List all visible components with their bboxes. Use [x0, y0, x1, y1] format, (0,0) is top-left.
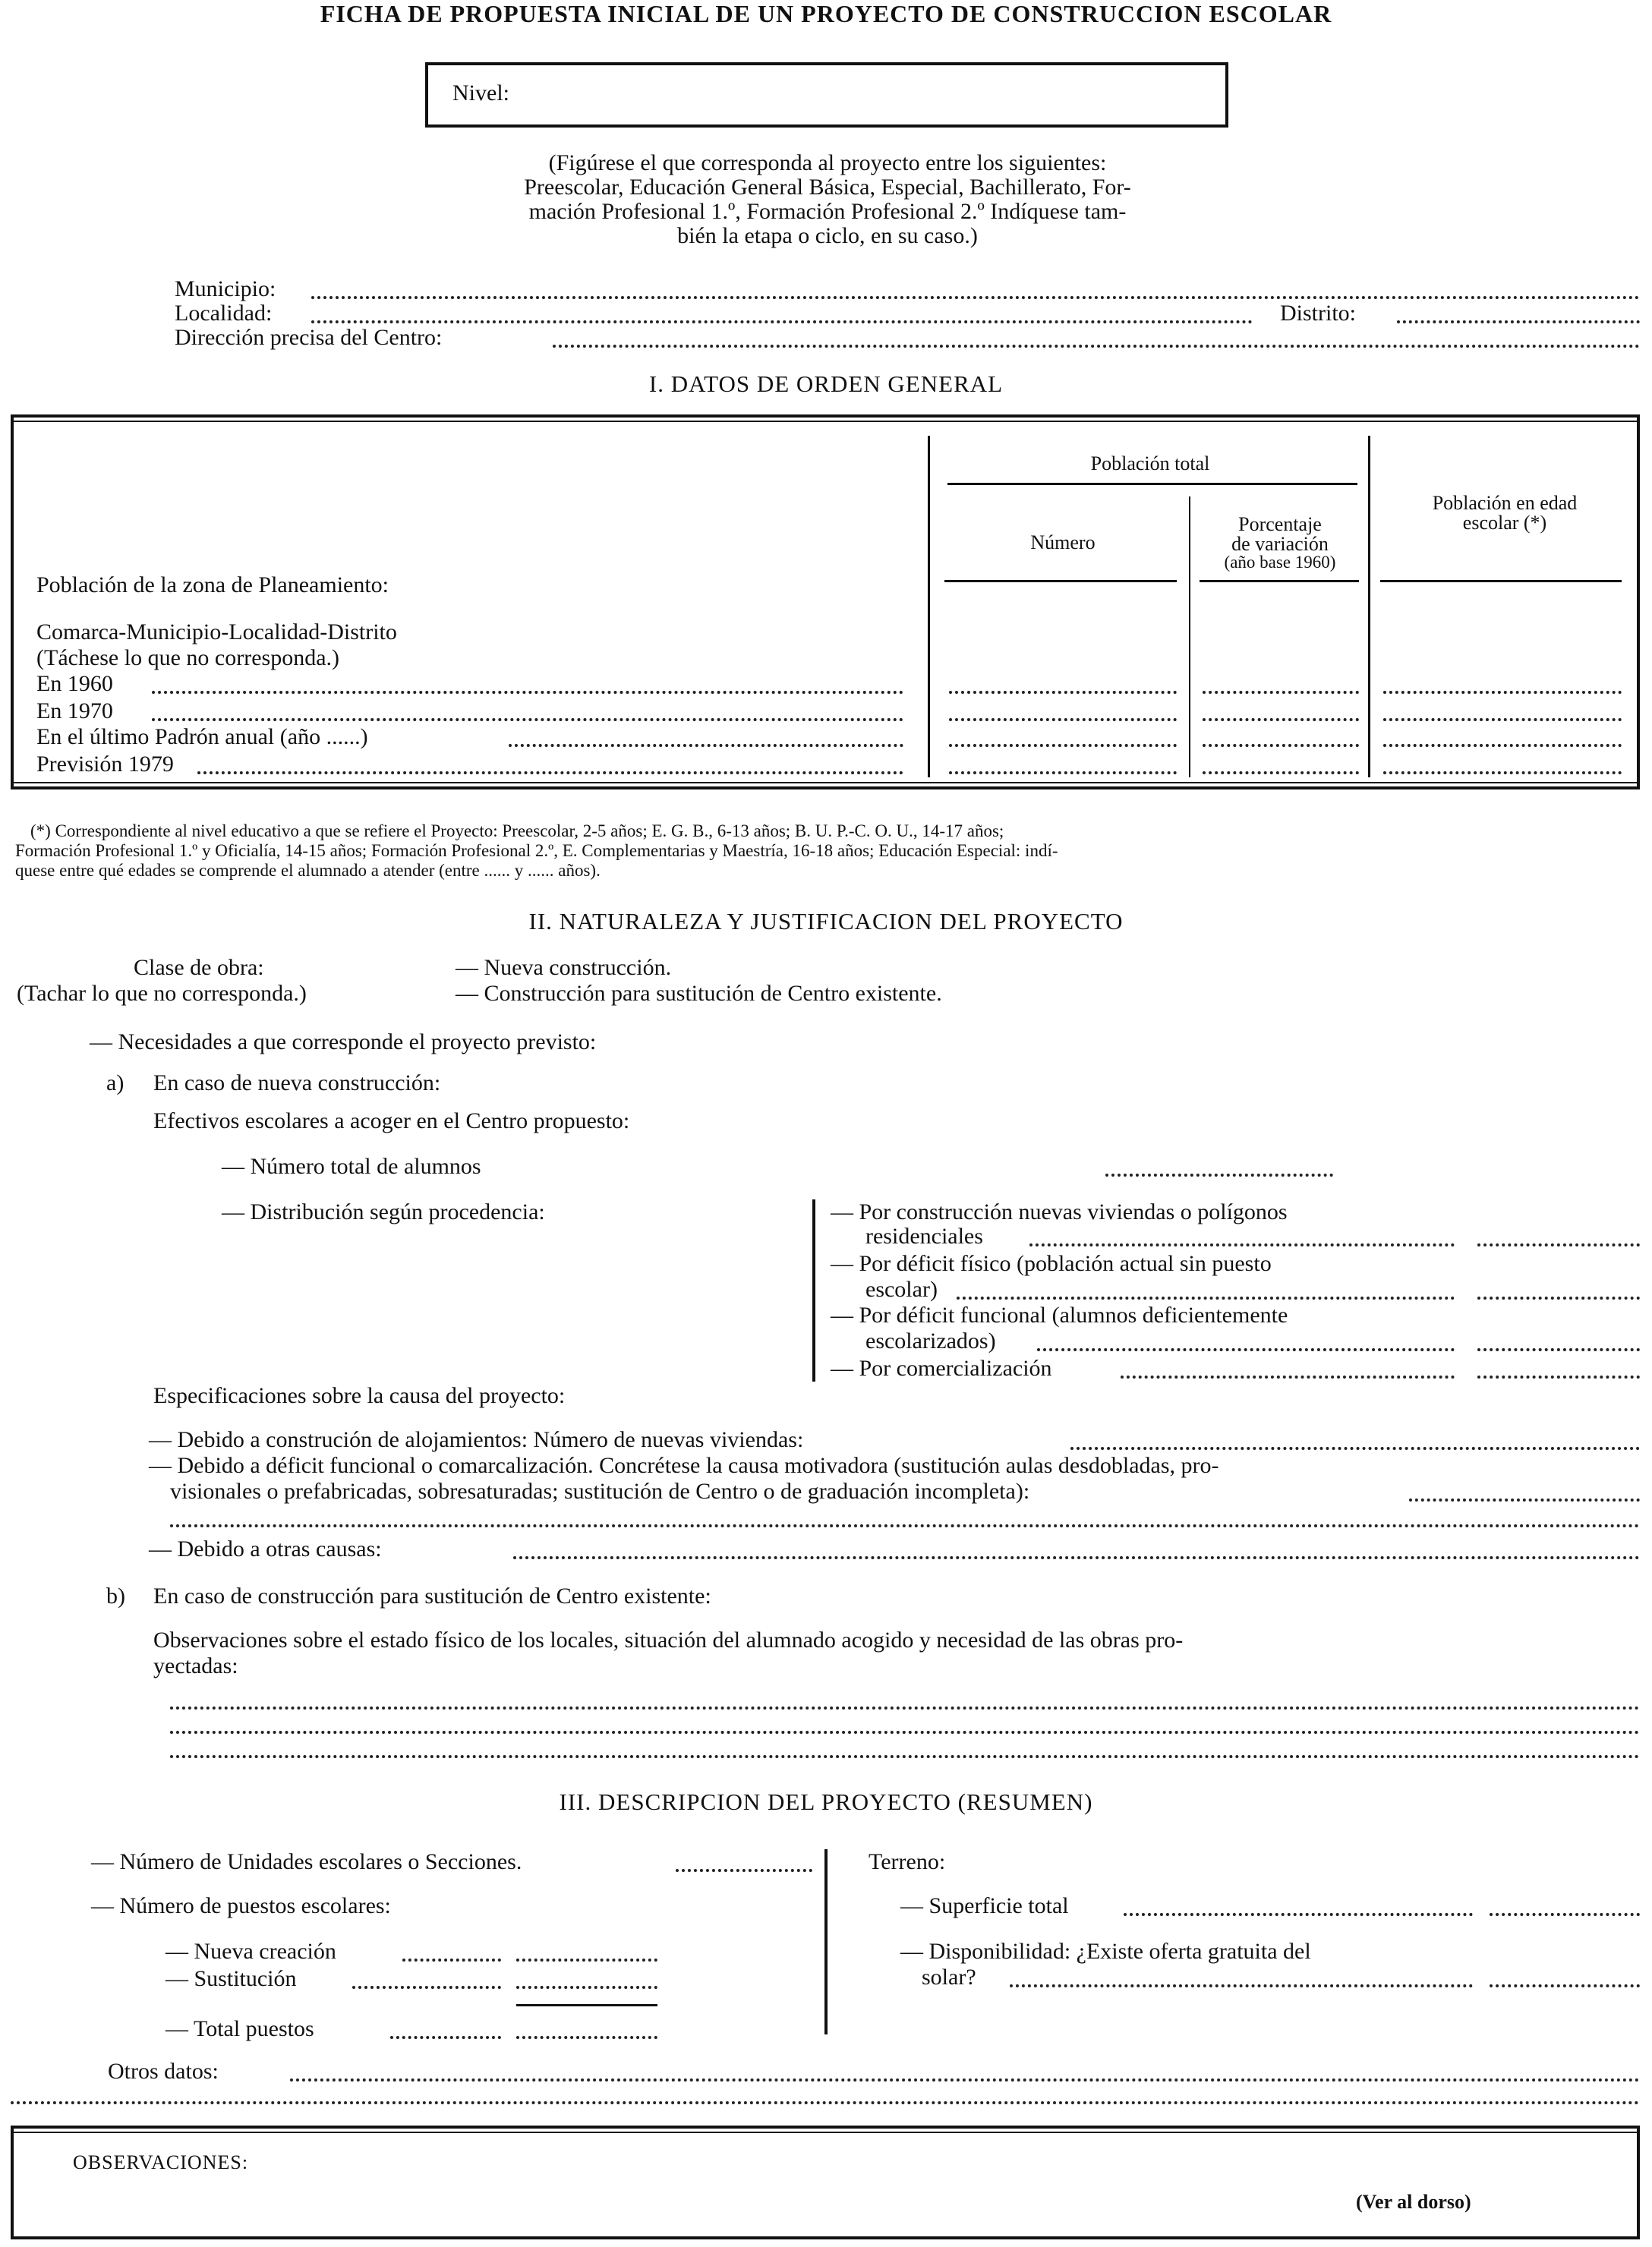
col-numero: Número: [1030, 531, 1096, 553]
observaciones-label: OBSERVACIONES:: [73, 2151, 249, 2173]
row-prevision: Previsión 1979: [36, 752, 174, 777]
dist-deficit-fisico-1: — Por déficit físico (población actual sin puesto: [831, 1251, 1272, 1276]
footnote-2: Formación Profesional 1.º y Oficialía, 14-15 años; Formación Profesional 2.º, E. Complementarias y Maestría, 16-18 años; Educación Especial: indí-: [15, 841, 1058, 860]
col-porcentaje-3: (año base 1960): [1224, 553, 1336, 572]
nivel-help-2: Preescolar, Educación General Básica, Especial, Bachillerato, For-: [524, 175, 1131, 200]
debido-deficit-2: visionales o prefabricadas, sobresaturadas; sustitución de Centro o de graduación incompleta):: [170, 1479, 1030, 1504]
direccion-field[interactable]: [553, 345, 1640, 348]
efectivos-label: Efectivos escolares a acoger en el Centro propuesto:: [153, 1108, 630, 1133]
field-prevision-edad[interactable]: [1383, 771, 1622, 774]
field-prevision-numero[interactable]: [949, 771, 1177, 774]
sustitucion-label: — Sustitución: [166, 1966, 297, 1991]
dist-viviendas-2: residenciales: [865, 1224, 983, 1249]
dist-viviendas-field[interactable]: [1477, 1243, 1640, 1246]
field-1970-numero[interactable]: [949, 718, 1177, 721]
dist-deficit-funcional-2: escolarizados): [865, 1328, 996, 1354]
terreno-label: Terreno:: [869, 1849, 946, 1874]
nueva-creacion-label: — Nueva creación: [166, 1939, 336, 1964]
distrito-field[interactable]: [1397, 320, 1640, 323]
field-padron-numero[interactable]: [949, 744, 1177, 747]
nivel-box[interactable]: [425, 62, 1228, 128]
unidades-label: — Número de Unidades escolares o Secciones.: [91, 1849, 522, 1874]
b-marker: b): [106, 1584, 125, 1609]
tachar-label: (Tachar lo que no corresponda.): [17, 981, 307, 1006]
otros-datos-label: Otros datos:: [108, 2059, 219, 2084]
section-2-heading: II. NATURALEZA Y JUSTIFICACION DEL PROYECTO: [528, 908, 1124, 934]
localidad-label: Localidad:: [175, 301, 273, 326]
nivel-help-4: bién la etapa o ciclo, en su caso.): [677, 223, 978, 248]
b-text: En caso de construcción para sustitución de Centro existente:: [153, 1584, 711, 1609]
causa-motivadora-field[interactable]: [1409, 1499, 1640, 1502]
field-1960-edad[interactable]: [1383, 691, 1622, 694]
puestos-label: — Número de puestos escolares:: [91, 1893, 391, 1918]
section-1-heading: I. DATOS DE ORDEN GENERAL: [648, 370, 1004, 397]
col-edad-escolar-1: Población en edad: [1432, 492, 1578, 514]
observaciones-field-3[interactable]: [170, 1755, 1640, 1758]
field-padron-edad[interactable]: [1383, 744, 1622, 747]
observaciones-box[interactable]: [11, 2126, 1640, 2239]
field-1960-porcentaje[interactable]: [1203, 691, 1359, 694]
field-1970-porcentaje[interactable]: [1203, 718, 1359, 721]
total-puestos-label: — Total puestos: [166, 2016, 314, 2041]
a-marker: a): [106, 1070, 125, 1095]
nivel-label: Nivel:: [452, 80, 509, 106]
localidad-field[interactable]: [311, 320, 1253, 323]
section-3-heading: III. DESCRIPCION DEL PROYECTO (RESUMEN): [559, 1788, 1093, 1815]
unidades-field[interactable]: [676, 1869, 812, 1872]
clase-obra-label: Clase de obra:: [134, 955, 264, 980]
direccion-label: Dirección precisa del Centro:: [175, 325, 443, 350]
observaciones-estado-1: Observaciones sobre el estado físico de los locales, situación del alumnado acogido y necesidad de las obras pro-: [153, 1628, 1184, 1653]
total-puestos-field[interactable]: [516, 2036, 657, 2039]
dist-deficit-funcional-field[interactable]: [1477, 1348, 1640, 1351]
col-porcentaje-1: Porcentaje: [1238, 513, 1322, 535]
a-text: En caso de nueva construcción:: [153, 1070, 441, 1095]
otros-datos-field-2[interactable]: [11, 2101, 1640, 2104]
distribucion-label: — Distribución según procedencia:: [222, 1199, 545, 1224]
observaciones-estado-2: yectadas:: [153, 1653, 238, 1678]
row-1960: En 1960: [36, 671, 113, 696]
dist-deficit-fisico-field[interactable]: [1477, 1297, 1640, 1300]
col-poblacion-total: Población total: [1090, 452, 1210, 474]
page-title: FICHA DE PROPUESTA INICIAL DE UN PROYECTO DE CONSTRUCCION ESCOLAR: [320, 0, 1332, 27]
footnote-1: (*) Correspondiente al nivel educativo a que se refiere el Proyecto: Preescolar, 2-5 años; E. G. B., 6-13 años; B. U. P.-C. O. U., 14-17 años;: [30, 821, 1004, 840]
nueva-creacion-field[interactable]: [516, 1959, 657, 1962]
col-edad-escolar-2: escolar (*): [1462, 512, 1547, 534]
necesidades-label: — Necesidades a que corresponde el proyecto previsto:: [90, 1029, 597, 1054]
municipio-label: Municipio:: [175, 276, 276, 301]
option-sustitucion[interactable]: — Construcción para sustitución de Centro existente.: [456, 981, 942, 1006]
causa-motivadora-field-2[interactable]: [170, 1524, 1640, 1527]
dist-comercializacion-field[interactable]: [1477, 1376, 1640, 1379]
debido-otras: — Debido a otras causas:: [149, 1536, 382, 1562]
comarca-label: Comarca-Municipio-Localidad-Distrito: [36, 619, 397, 644]
tachese-label: (Táchese lo que no corresponda.): [36, 645, 339, 670]
field-1970-edad[interactable]: [1383, 718, 1622, 721]
dist-comercializacion: — Por comercialización: [831, 1356, 1052, 1381]
row-padron: En el último Padrón anual (año ......): [36, 724, 368, 749]
otras-causas-field[interactable]: [513, 1556, 1640, 1559]
nivel-help-1: (Figúrese el que corresponda al proyecto entre los siguientes:: [548, 150, 1107, 175]
observaciones-field-1[interactable]: [170, 1707, 1640, 1710]
dist-deficit-funcional-1: — Por déficit funcional (alumnos deficientemente: [831, 1303, 1288, 1328]
disponibilidad-label-1: — Disponibilidad: ¿Existe oferta gratuita del: [900, 1939, 1311, 1964]
nivel-help-3: mación Profesional 1.º, Formación Profesional 2.º Indíquese tam-: [528, 199, 1127, 224]
dist-viviendas-1: — Por construcción nuevas viviendas o polígonos: [831, 1199, 1288, 1224]
otros-datos-field[interactable]: [290, 2078, 1640, 2082]
footnote-3: quese entre qué edades se comprende el alumnado a atender (entre ...... y ...... años).: [15, 861, 601, 880]
zona-planeamiento: Población de la zona de Planeamiento:: [36, 572, 389, 597]
nuevas-viviendas-field[interactable]: [1070, 1447, 1640, 1450]
field-1960-numero[interactable]: [949, 691, 1177, 694]
numero-total-alumnos: — Número total de alumnos: [222, 1154, 481, 1179]
row-1970: En 1970: [36, 698, 113, 723]
superficie-label: — Superficie total: [900, 1893, 1069, 1918]
field-padron-porcentaje[interactable]: [1203, 744, 1359, 747]
debido-alojamientos: — Debido a construción de alojamientos: Número de nuevas viviendas:: [149, 1427, 804, 1452]
ver-al-dorso: (Ver al dorso): [1356, 2191, 1471, 2213]
especificaciones-label: Especificaciones sobre la causa del proyecto:: [153, 1383, 566, 1408]
disponibilidad-label-2: solar?: [922, 1965, 976, 1990]
col-porcentaje-2: de variación: [1231, 533, 1329, 555]
numero-total-field[interactable]: [1105, 1174, 1333, 1177]
debido-deficit-1: — Debido a déficit funcional o comarcalización. Concrétese la causa motivadora (sustitución aulas desdobladas, pro-: [149, 1453, 1219, 1478]
sustitucion-field[interactable]: [516, 1986, 657, 1989]
field-prevision-porcentaje[interactable]: [1203, 771, 1359, 774]
distrito-label: Distrito:: [1280, 301, 1357, 326]
disponibilidad-field[interactable]: [1490, 1984, 1640, 1987]
option-nueva-construccion[interactable]: — Nueva construcción.: [456, 955, 672, 980]
superficie-field[interactable]: [1490, 1913, 1640, 1916]
dist-deficit-fisico-2: escolar): [865, 1277, 938, 1302]
observaciones-field-2[interactable]: [170, 1731, 1640, 1734]
municipio-field[interactable]: [311, 296, 1640, 299]
